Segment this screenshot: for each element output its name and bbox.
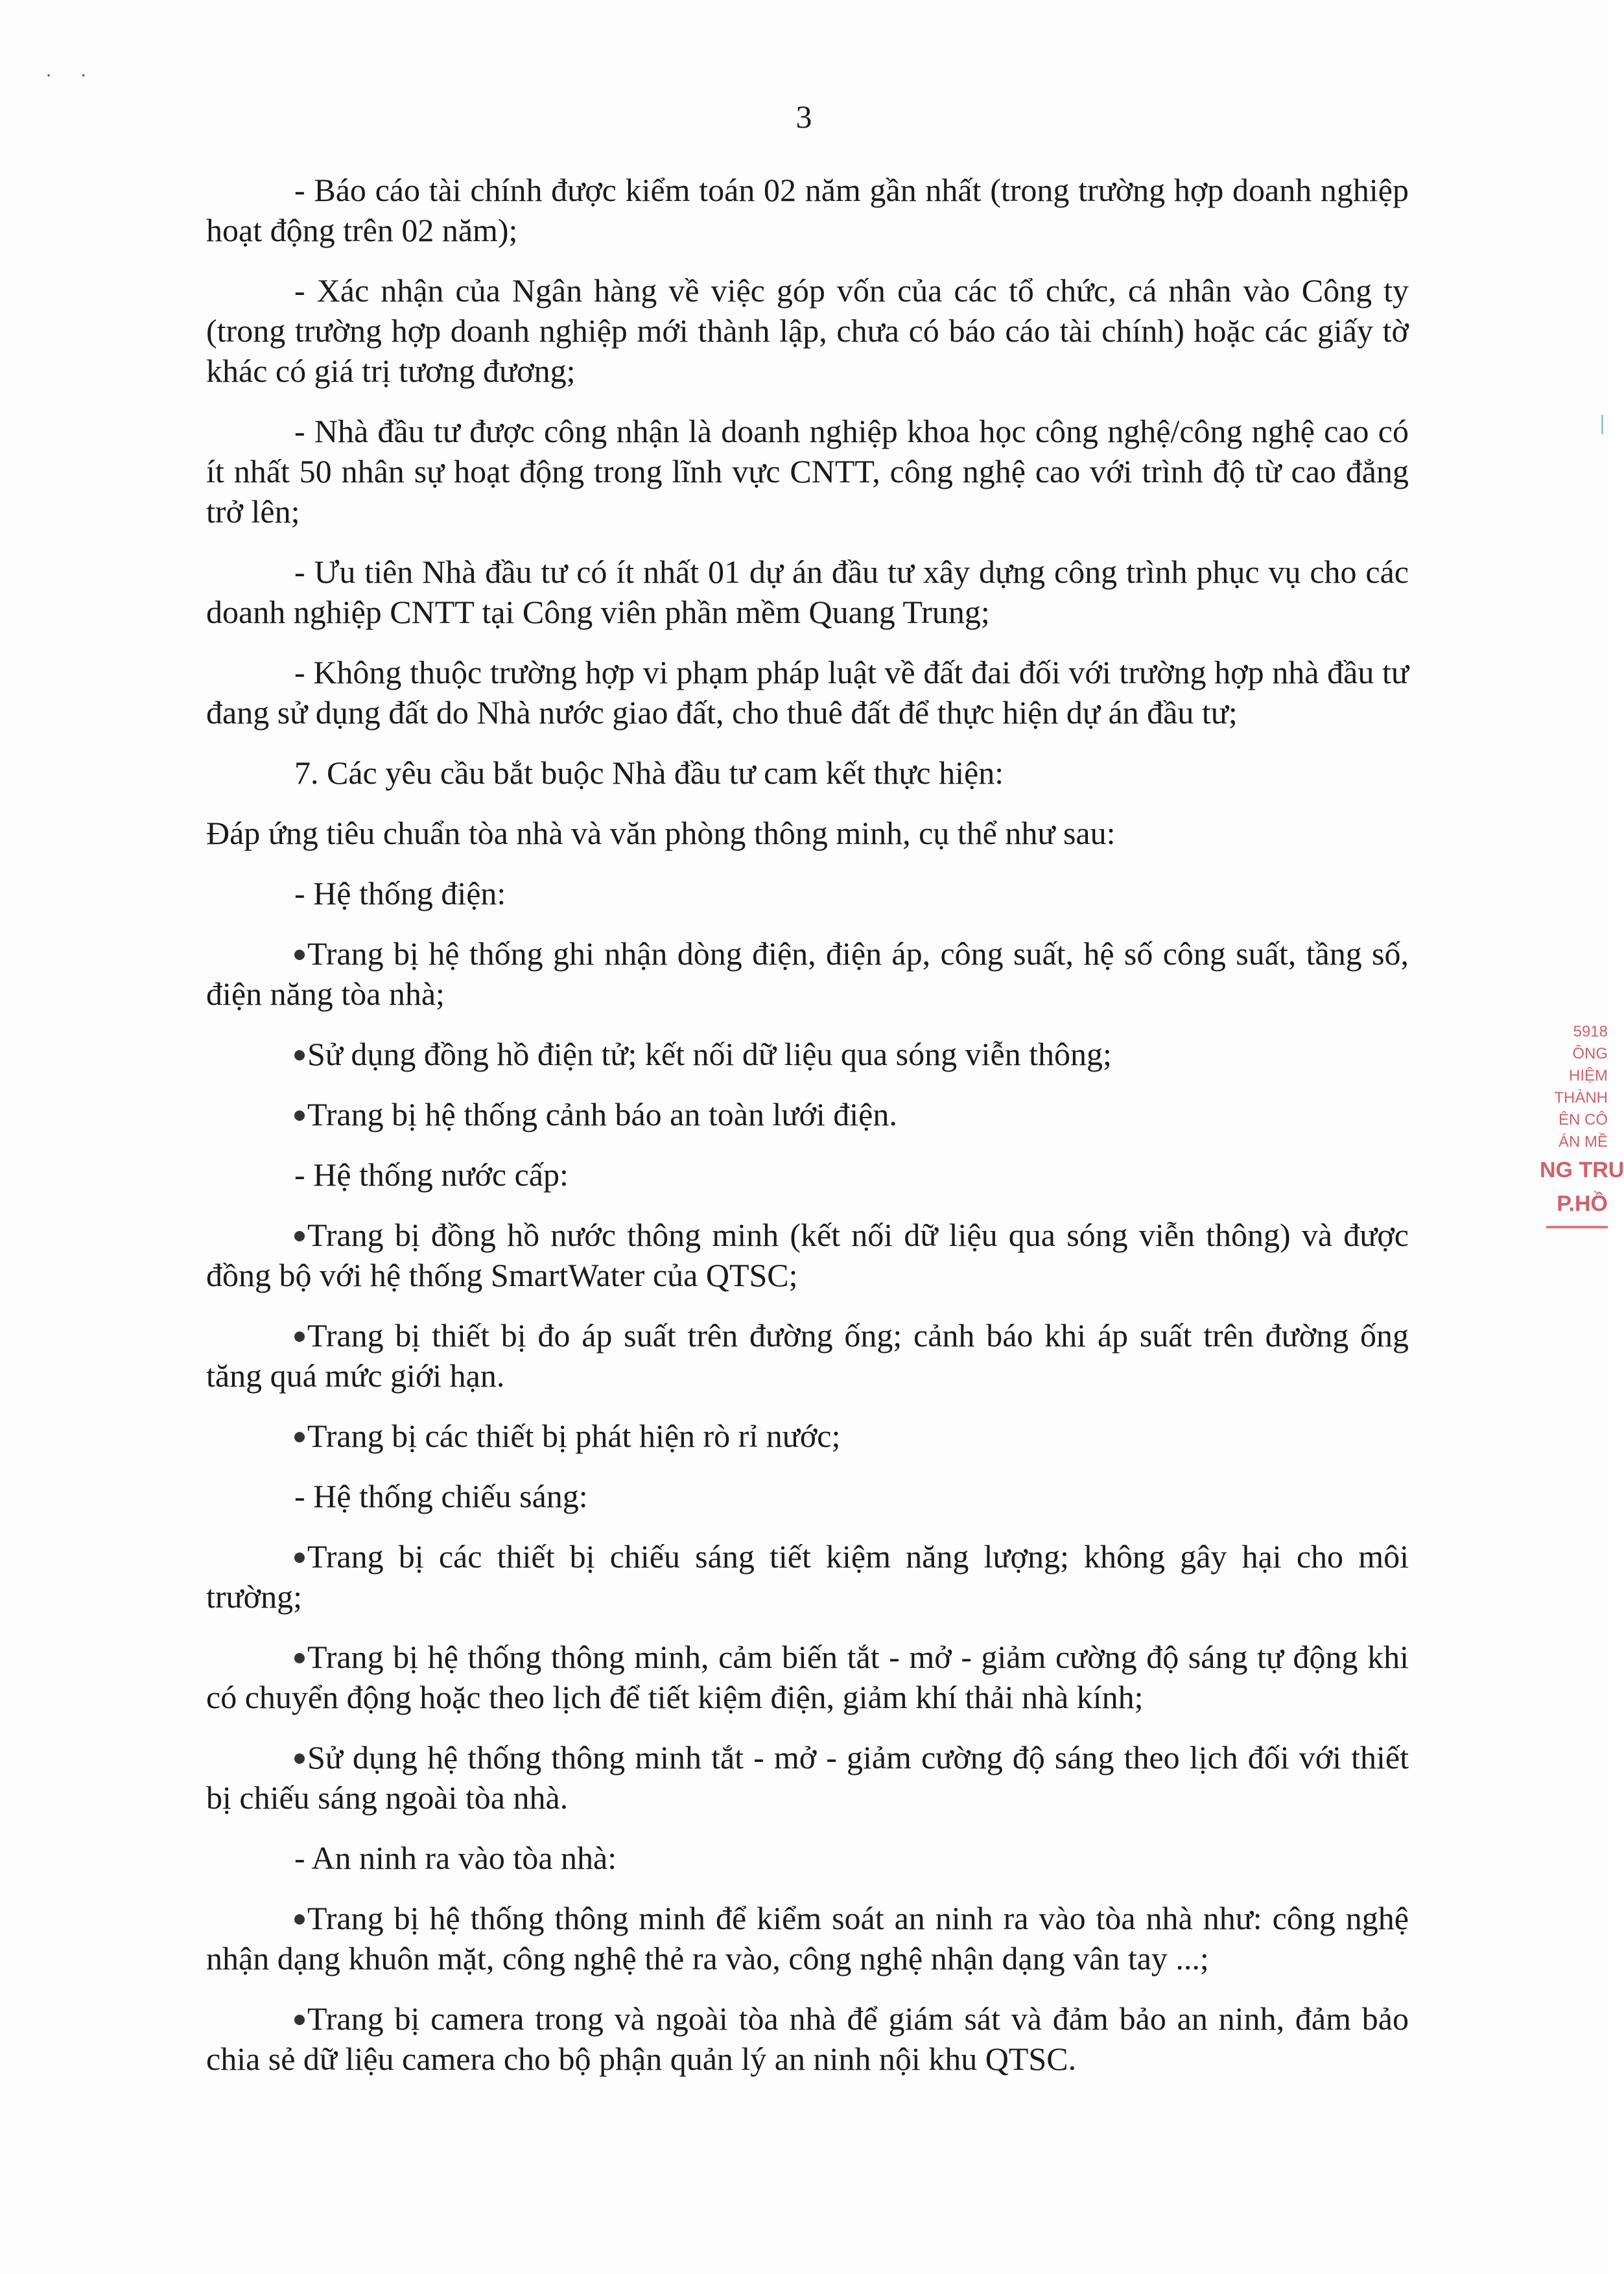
list-item: Trang bị đồng hồ nước thông minh (kết nối dữ liệu qua sóng viễn thông) và được đồng bộ với hệ thống SmartWater của QTSC;: [206, 1217, 1409, 1293]
subheading-electrical-system: - Hệ thống điện:: [294, 875, 506, 911]
list-item: Trang bị các thiết bị phát hiện rò rỉ nước;: [206, 1416, 1409, 1456]
paragraph-financial-report: - Báo cáo tài chính được kiểm toán 02 năm gần nhất (trong trường hợp doanh nghiệp hoạt động trên 02 năm);: [206, 172, 1409, 248]
bullet-icon: [294, 1331, 305, 1342]
subheading-building-security: - An ninh ra vào tòa nhà:: [294, 1840, 617, 1876]
paragraph-priority-investor: - Ưu tiên Nhà đầu tư có ít nhất 01 dự án đầu tư xây dựng công trình phục vụ cho các doanh nghiệp CNTT tại Công viên phần mềm Quang Trung;: [206, 554, 1409, 630]
scan-edge-mark: [1601, 415, 1603, 434]
bullet-icon: [294, 2015, 305, 2025]
subheading-lighting-system: - Hệ thống chiếu sáng:: [294, 1478, 588, 1514]
document-body: [206, 170, 1409, 2099]
paragraph-land-law: - Không thuộc trường hợp vi phạm pháp luật về đất đai đối với trường hợp nhà đầu tư đang sử dụng đất do Nhà nước giao đất, cho thuê đất để thực hiện dự án đầu tư;: [206, 654, 1409, 731]
bullet-icon: [294, 1110, 305, 1121]
bullet-icon: [294, 1753, 305, 1764]
list-item: Trang bị camera trong và ngoài tòa nhà để giám sát và đảm bảo an ninh, đảm bảo chia sẻ dữ liệu camera cho bộ phận quản lý an ninh nội khu QTSC.: [206, 2000, 1409, 2077]
stamp-rule: [1546, 1226, 1608, 1228]
paragraph-bank-confirmation: - Xác nhận của Ngân hàng về việc góp vốn của các tổ chức, cá nhân vào Công ty (trong trường hợp doanh nghiệp mới thành lập, chưa có báo cáo tài chính) hoặc các giấy tờ khác có giá trị tương đương;: [206, 272, 1409, 389]
bullet-icon: [294, 950, 305, 960]
red-seal-stamp: 5918 ÔNG HIỆM THÀNH ÊN CÔ ÁN MỀ NG TRU P.HỒ: [1540, 1021, 1608, 1293]
list-item: Trang bị hệ thống thông minh để kiểm soát an ninh ra vào tòa nhà như: công nghệ nhận dạng khuôn mặt, công nghệ thẻ ra vào, công nghệ nhận dạng vân tay ...;: [206, 1900, 1409, 1976]
list-item: Trang bị thiết bị đo áp suất trên đường ống; cảnh báo khi áp suất trên đường ống tăng quá mức giới hạn.: [206, 1317, 1409, 1394]
list-item: Trang bị hệ thống cảnh báo an toàn lưới điện.: [206, 1094, 1409, 1134]
paragraph-tech-enterprise: - Nhà đầu tư được công nhận là doanh nghiệp khoa học công nghệ/công nghệ cao có ít nhất 50 nhân sự hoạt động trong lĩnh vực CNTT, công nghệ cao với trình độ từ cao đẳng trở lên;: [206, 413, 1409, 530]
list-item: Sử dụng đồng hồ điện tử; kết nối dữ liệu qua sóng viễn thông;: [206, 1034, 1409, 1074]
list-item: Trang bị các thiết bị chiếu sáng tiết kiệm năng lượng; không gây hại cho môi trường;: [206, 1538, 1409, 1615]
section-heading-requirements: 7. Các yêu cầu bắt buộc Nhà đầu tư cam kết thực hiện:: [294, 755, 1004, 791]
list-item: Trang bị hệ thống ghi nhận dòng điện, điện áp, công suất, hệ số công suất, tầng số, điện năng tòa nhà;: [206, 935, 1409, 1012]
bullet-icon: [294, 1231, 305, 1241]
page-number: 3: [795, 99, 812, 135]
bullet-icon: [294, 1432, 305, 1442]
paragraph-smart-building-intro: Đáp ứng tiêu chuẩn tòa nhà và văn phòng thông minh, cụ thể như sau:: [206, 815, 1116, 851]
bullet-icon: [294, 1050, 305, 1061]
bullet-icon: [294, 1553, 305, 1563]
subheading-water-system: - Hệ thống nước cấp:: [294, 1156, 569, 1193]
list-item: Trang bị hệ thống thông minh, cảm biến tắt - mở - giảm cường độ sáng tự động khi có chuyển động hoặc theo lịch để tiết kiệm điện, giảm khí thải nhà kính;: [206, 1639, 1409, 1715]
bullet-icon: [294, 1914, 305, 1925]
bullet-icon: [294, 1653, 305, 1663]
scan-specks: · ·: [45, 65, 99, 86]
list-item: Sử dụng hệ thống thông minh tắt - mở - giảm cường độ sáng theo lịch đối với thiết bị chiếu sáng ngoài tòa nhà.: [206, 1739, 1409, 1816]
